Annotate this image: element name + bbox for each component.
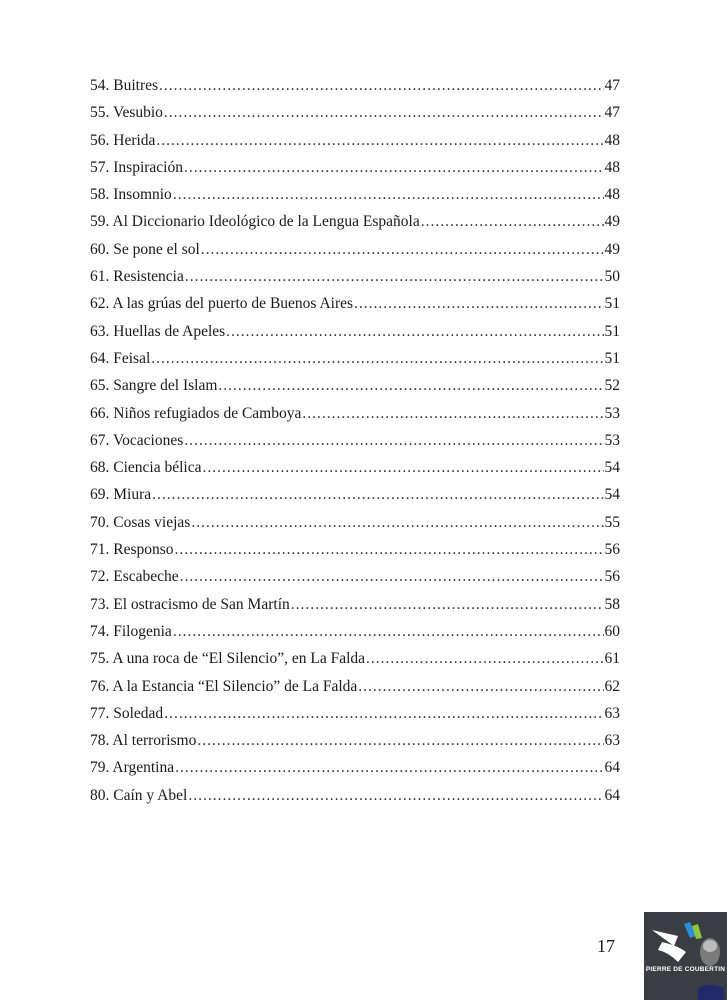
table-of-contents bbox=[90, 72, 620, 809]
toc-entry bbox=[90, 727, 620, 754]
toc-entry-title: 72. Escabeche bbox=[90, 568, 179, 586]
toc-entry bbox=[90, 563, 620, 590]
toc-entry bbox=[90, 700, 620, 727]
toc-entry-page: 64 bbox=[604, 786, 620, 804]
toc-entry bbox=[90, 208, 620, 235]
toc-dot-leader bbox=[156, 127, 603, 154]
toc-entry bbox=[90, 481, 620, 508]
toc-dot-leader bbox=[202, 454, 603, 481]
toc-entry bbox=[90, 782, 620, 809]
toc-entry-title: 64. Feisal bbox=[90, 349, 151, 367]
toc-entry-title: 80. Caín y Abel bbox=[90, 786, 188, 804]
toc-dot-leader bbox=[152, 481, 603, 508]
toc-entry-page: 54 bbox=[604, 459, 620, 477]
toc-dot-leader bbox=[358, 673, 603, 700]
toc-entry bbox=[90, 591, 620, 618]
toc-entry-page: 49 bbox=[604, 213, 620, 231]
toc-entry-page: 55 bbox=[604, 513, 620, 531]
toc-entry-page: 48 bbox=[604, 158, 620, 176]
toc-dot-leader bbox=[173, 181, 604, 208]
toc-entry-title: 55. Vesubio bbox=[90, 104, 163, 122]
toc-dot-leader bbox=[184, 427, 603, 454]
toc-entry-title: 76. A la Estancia “El Silencio” de La Falda bbox=[90, 677, 358, 695]
toc-dot-leader bbox=[197, 727, 603, 754]
toc-dot-leader bbox=[366, 645, 603, 672]
toc-entry-title: 70. Cosas viejas bbox=[90, 513, 191, 531]
logo-caption: PIERRE DE COUBERTIN bbox=[645, 966, 726, 973]
toc-entry-title: 68. Ciencia bélica bbox=[90, 459, 202, 477]
toc-entry bbox=[90, 372, 620, 399]
toc-dot-leader bbox=[184, 154, 604, 181]
toc-entry-page: 51 bbox=[604, 349, 620, 367]
toc-entry bbox=[90, 645, 620, 672]
toc-entry-page: 58 bbox=[604, 595, 620, 613]
toc-dot-leader bbox=[421, 208, 604, 235]
toc-entry bbox=[90, 181, 620, 208]
toc-entry-title: 71. Responso bbox=[90, 541, 174, 559]
toc-dot-leader bbox=[180, 563, 604, 590]
toc-entry bbox=[90, 673, 620, 700]
toc-entry-title: 77. Soledad bbox=[90, 704, 164, 722]
toc-entry-title: 58. Insomnio bbox=[90, 186, 172, 204]
toc-entry-title: 66. Niños refugiados de Camboya bbox=[90, 404, 302, 422]
toc-entry-title: 54. Buitres bbox=[90, 77, 159, 94]
toc-entry-page: 51 bbox=[604, 295, 620, 313]
page-number: 17 bbox=[597, 936, 615, 956]
toc-entry-title: 65. Sangre del Islam bbox=[90, 377, 218, 395]
toc-entry bbox=[90, 236, 620, 263]
toc-entry-page: 63 bbox=[604, 704, 620, 722]
toc-dot-leader bbox=[291, 591, 604, 618]
toc-dot-leader bbox=[302, 400, 603, 427]
toc-entry-page: 53 bbox=[604, 404, 620, 422]
toc-entry-page: 48 bbox=[604, 131, 620, 149]
toc-entry-page: 56 bbox=[604, 541, 620, 559]
toc-entry-title: 61. Resistencia bbox=[90, 268, 184, 286]
toc-entry-title: 63. Huellas de Apeles bbox=[90, 322, 226, 340]
toc-entry bbox=[90, 290, 620, 317]
toc-entry-page: 48 bbox=[604, 186, 620, 204]
toc-dot-leader bbox=[201, 236, 604, 263]
toc-entry-page: 53 bbox=[604, 431, 620, 449]
toc-entry-page: 60 bbox=[604, 622, 620, 640]
toc-entry-page: 63 bbox=[604, 732, 620, 750]
toc-entry-title: 62. A las grúas del puerto de Buenos Aires bbox=[90, 295, 354, 313]
publisher-logo bbox=[644, 912, 727, 1000]
toc-dot-leader bbox=[188, 782, 603, 809]
toc-dot-leader bbox=[164, 700, 603, 727]
toc-entry-page: 61 bbox=[604, 650, 620, 668]
toc-entry-page: 47 bbox=[604, 77, 620, 94]
toc-dot-leader bbox=[218, 372, 603, 399]
toc-entry-page: 50 bbox=[604, 268, 620, 286]
toc-entry bbox=[90, 127, 620, 154]
toc-entry-page: 51 bbox=[604, 322, 620, 340]
toc-entry-page: 54 bbox=[604, 486, 620, 504]
toc-entry bbox=[90, 454, 620, 481]
toc-entry-title: 60. Se pone el sol bbox=[90, 240, 200, 258]
toc-dot-leader bbox=[151, 345, 603, 372]
toc-entry bbox=[90, 318, 620, 345]
toc-entry-title: 69. Miura bbox=[90, 486, 152, 504]
toc-entry bbox=[90, 99, 620, 126]
runner-emblem-icon bbox=[644, 912, 727, 1000]
toc-dot-leader bbox=[173, 618, 604, 645]
toc-dot-leader bbox=[191, 509, 603, 536]
toc-dot-leader bbox=[159, 72, 603, 99]
toc-entry-page: 49 bbox=[604, 240, 620, 258]
toc-entry bbox=[90, 154, 620, 181]
toc-dot-leader bbox=[185, 263, 604, 290]
toc-entry bbox=[90, 618, 620, 645]
toc-entry-page: 52 bbox=[604, 377, 620, 395]
toc-entry-title: 75. A una roca de “El Silencio”, en La Falda bbox=[90, 650, 366, 668]
toc-dot-leader bbox=[175, 754, 603, 781]
toc-entry-title: 57. Inspiración bbox=[90, 158, 183, 176]
toc-entry-page: 64 bbox=[604, 759, 620, 777]
toc-dot-leader bbox=[164, 99, 604, 126]
toc-entry bbox=[90, 345, 620, 372]
toc-entry bbox=[90, 536, 620, 563]
toc-entry bbox=[90, 754, 620, 781]
toc-entry bbox=[90, 263, 620, 290]
toc-entry-title: 59. Al Diccionario Ideológico de la Lengua Española bbox=[90, 213, 420, 231]
toc-entry-title: 73. El ostracismo de San Martín bbox=[90, 595, 290, 613]
toc-dot-leader bbox=[354, 290, 603, 317]
toc-entry-title: 56. Herida bbox=[90, 131, 156, 149]
toc-entry-title: 79. Argentina bbox=[90, 759, 175, 777]
toc-entry bbox=[90, 509, 620, 536]
toc-entry-page: 47 bbox=[604, 104, 620, 122]
toc-entry-title: 74. Filogenia bbox=[90, 622, 172, 640]
toc-entry bbox=[90, 400, 620, 427]
toc-entry-page: 56 bbox=[604, 568, 620, 586]
toc-entry-title: 67. Vocaciones bbox=[90, 431, 184, 449]
toc-dot-leader bbox=[175, 536, 604, 563]
toc-entry-title: 78. Al terrorismo bbox=[90, 732, 197, 750]
toc-dot-leader bbox=[226, 318, 603, 345]
toc-entry bbox=[90, 72, 620, 99]
toc-entry bbox=[90, 427, 620, 454]
toc-entry-page: 62 bbox=[604, 677, 620, 695]
